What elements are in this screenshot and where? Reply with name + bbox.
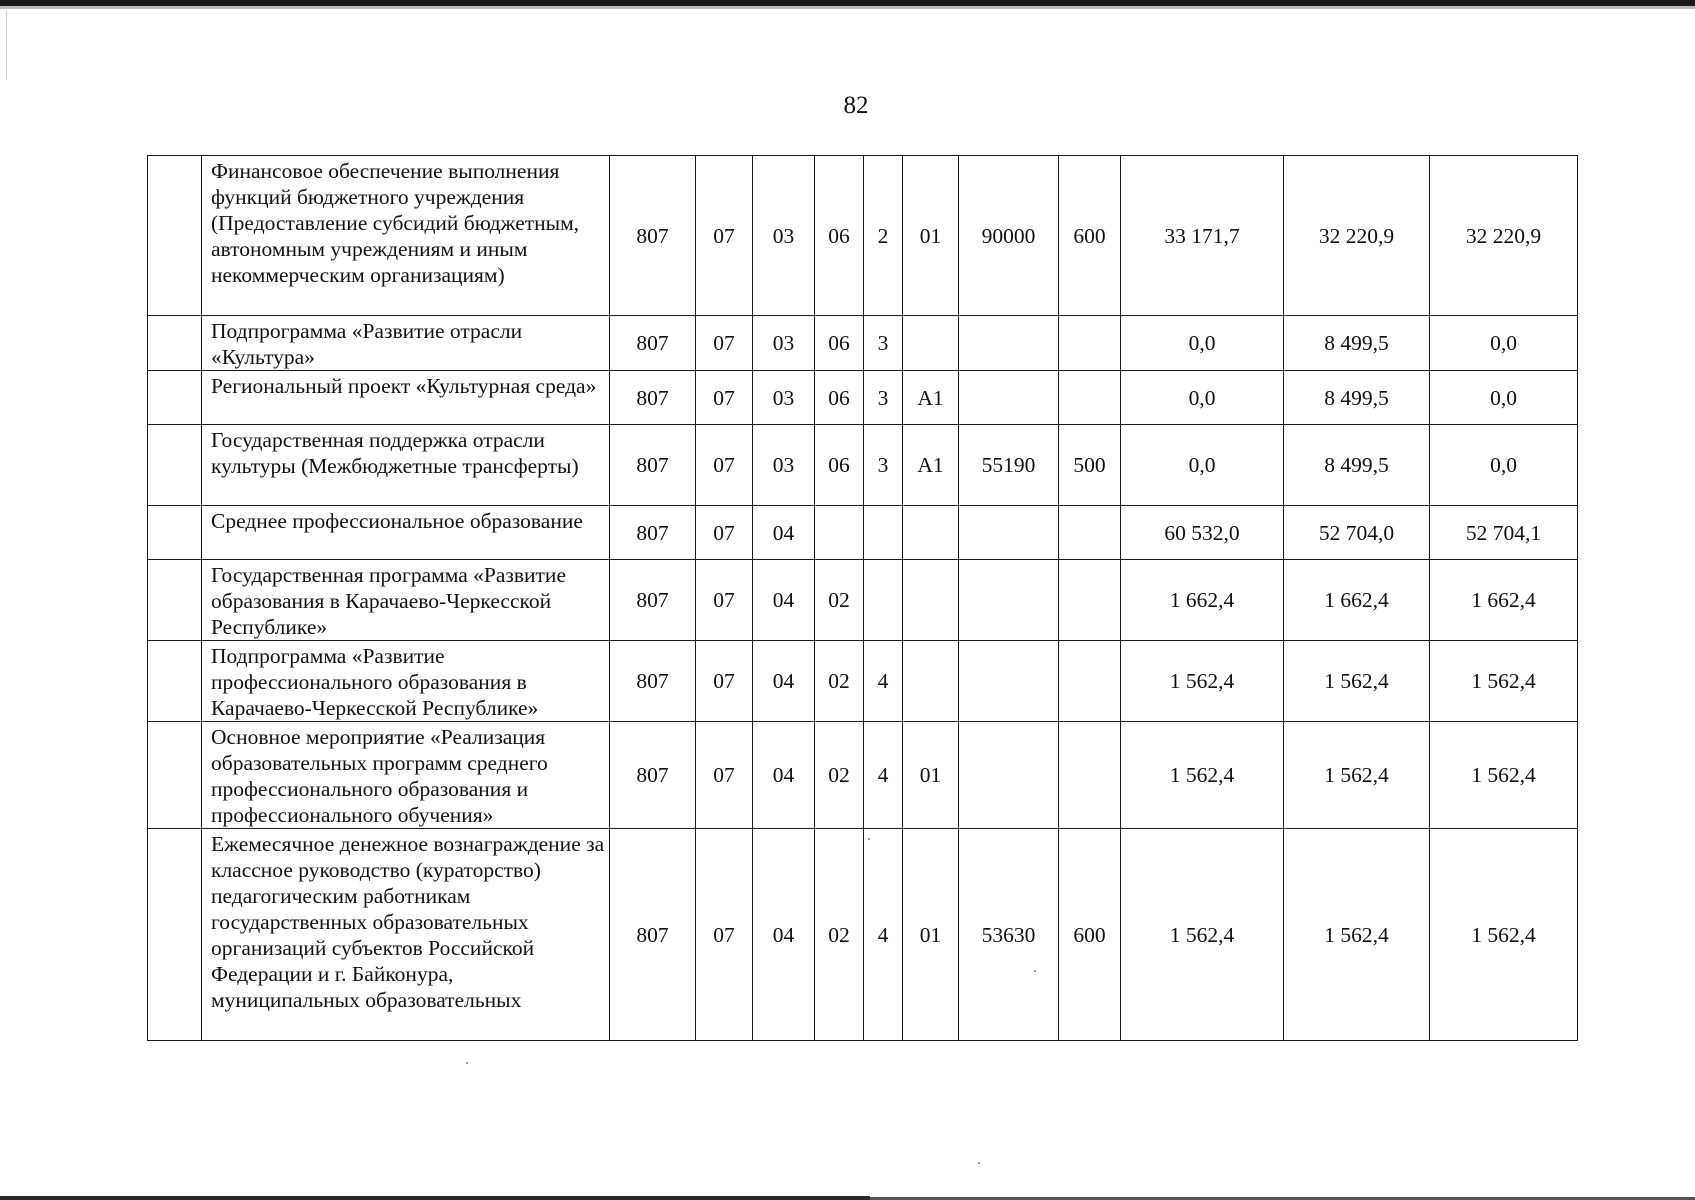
description-cell: Государственная программа «Развитие образования в Карачаево-Черкесской Республике» bbox=[202, 560, 610, 641]
event-code-cell bbox=[903, 560, 959, 641]
program-code-cell: 06 bbox=[815, 316, 864, 371]
amount-year-1-cell: 0,0 bbox=[1121, 371, 1284, 425]
subsection-code-cell: 04 bbox=[753, 641, 815, 722]
program-code-cell: 06 bbox=[815, 371, 864, 425]
event-code-cell bbox=[903, 641, 959, 722]
section-code-cell: 07 bbox=[696, 722, 753, 829]
amount-year-1-cell: 1 562,4 bbox=[1121, 641, 1284, 722]
amount-year-2-cell: 1 662,4 bbox=[1284, 560, 1430, 641]
description-cell: Основное мероприятие «Реализация образовательных программ среднего профессионального образования и профессионального обучения» bbox=[202, 722, 610, 829]
table-row bbox=[148, 371, 1578, 425]
row-number-cell bbox=[148, 641, 202, 722]
amount-year-2-cell: 8 499,5 bbox=[1284, 371, 1430, 425]
subsection-code-cell: 03 bbox=[753, 156, 815, 316]
table-row bbox=[148, 829, 1578, 1041]
section-code-cell: 07 bbox=[696, 425, 753, 506]
event-code-cell bbox=[903, 506, 959, 560]
subsection-code-cell: 04 bbox=[753, 560, 815, 641]
scan-speck bbox=[1034, 970, 1036, 972]
subprogram-code-cell: 4 bbox=[864, 722, 903, 829]
expense-type-cell: 600 bbox=[1059, 156, 1121, 316]
description-cell: Ежемесячное денежное вознаграждение за классное руководство (кураторство) педагогическим работникам государственных образовательных организаций субъектов Российской Федерации и г. Байконура, муниципальных образовательных bbox=[202, 829, 610, 1041]
subsection-code-cell: 03 bbox=[753, 371, 815, 425]
table-row bbox=[148, 156, 1578, 316]
expense-type-cell bbox=[1059, 722, 1121, 829]
subsection-code-cell: 04 bbox=[753, 829, 815, 1041]
section-code-cell: 07 bbox=[696, 316, 753, 371]
subprogram-code-cell: 4 bbox=[864, 641, 903, 722]
row-number-cell bbox=[148, 829, 202, 1041]
ministry-code-cell: 807 bbox=[610, 425, 696, 506]
amount-year-1-cell: 33 171,7 bbox=[1121, 156, 1284, 316]
program-code-cell: 02 bbox=[815, 722, 864, 829]
ministry-code-cell: 807 bbox=[610, 316, 696, 371]
subsection-code-cell: 03 bbox=[753, 425, 815, 506]
direction-code-cell: 53630 bbox=[959, 829, 1059, 1041]
amount-year-2-cell: 1 562,4 bbox=[1284, 641, 1430, 722]
row-number-cell bbox=[148, 722, 202, 829]
table-row bbox=[148, 560, 1578, 641]
event-code-cell: A1 bbox=[903, 371, 959, 425]
subprogram-code-cell: 3 bbox=[864, 316, 903, 371]
section-code-cell: 07 bbox=[696, 506, 753, 560]
direction-code-cell: 55190 bbox=[959, 425, 1059, 506]
amount-year-2-cell: 32 220,9 bbox=[1284, 156, 1430, 316]
subprogram-code-cell bbox=[864, 560, 903, 641]
row-number-cell bbox=[148, 425, 202, 506]
description-cell: Региональный проект «Культурная среда» bbox=[202, 371, 610, 425]
direction-code-cell: 90000 bbox=[959, 156, 1059, 316]
scan-left-edge bbox=[6, 10, 7, 80]
description-cell: Финансовое обеспечение выполнения функций бюджетного учреждения (Предоставление субсидий бюджетным, автономным учреждениям и иным некоммерческим организациям) bbox=[202, 156, 610, 316]
ministry-code-cell: 807 bbox=[610, 506, 696, 560]
amount-year-1-cell: 1 662,4 bbox=[1121, 560, 1284, 641]
amount-year-2-cell: 1 562,4 bbox=[1284, 829, 1430, 1041]
amount-year-3-cell: 0,0 bbox=[1430, 425, 1578, 506]
event-code-cell bbox=[903, 316, 959, 371]
amount-year-2-cell: 8 499,5 bbox=[1284, 425, 1430, 506]
expense-type-cell: 600 bbox=[1059, 829, 1121, 1041]
amount-year-2-cell: 1 562,4 bbox=[1284, 722, 1430, 829]
program-code-cell: 02 bbox=[815, 829, 864, 1041]
row-number-cell bbox=[148, 316, 202, 371]
subsection-code-cell: 04 bbox=[753, 506, 815, 560]
table-row bbox=[148, 425, 1578, 506]
ministry-code-cell: 807 bbox=[610, 371, 696, 425]
row-number-cell bbox=[148, 560, 202, 641]
direction-code-cell bbox=[959, 641, 1059, 722]
direction-code-cell bbox=[959, 506, 1059, 560]
direction-code-cell bbox=[959, 560, 1059, 641]
row-number-cell bbox=[148, 506, 202, 560]
description-cell: Среднее профессиональное образование bbox=[202, 506, 610, 560]
scan-speck bbox=[868, 838, 870, 840]
program-code-cell bbox=[815, 506, 864, 560]
amount-year-2-cell: 52 704,0 bbox=[1284, 506, 1430, 560]
amount-year-3-cell: 1 562,4 bbox=[1430, 829, 1578, 1041]
section-code-cell: 07 bbox=[696, 156, 753, 316]
description-cell: Подпрограмма «Развитие профессионального образования в Карачаево-Черкесской Республике» bbox=[202, 641, 610, 722]
amount-year-3-cell: 1 662,4 bbox=[1430, 560, 1578, 641]
row-number-cell bbox=[148, 371, 202, 425]
page-number: 82 bbox=[843, 92, 869, 119]
ministry-code-cell: 807 bbox=[610, 722, 696, 829]
description-cell: Подпрограмма «Развитие отрасли «Культура» bbox=[202, 316, 610, 371]
event-code-cell: 01 bbox=[903, 829, 959, 1041]
program-code-cell: 06 bbox=[815, 425, 864, 506]
direction-code-cell bbox=[959, 371, 1059, 425]
subprogram-code-cell: 2 bbox=[864, 156, 903, 316]
amount-year-3-cell: 52 704,1 bbox=[1430, 506, 1578, 560]
ministry-code-cell: 807 bbox=[610, 641, 696, 722]
amount-year-1-cell: 0,0 bbox=[1121, 425, 1284, 506]
subprogram-code-cell: 3 bbox=[864, 371, 903, 425]
amount-year-1-cell: 1 562,4 bbox=[1121, 722, 1284, 829]
expense-type-cell: 500 bbox=[1059, 425, 1121, 506]
table-row bbox=[148, 722, 1578, 829]
amount-year-1-cell: 60 532,0 bbox=[1121, 506, 1284, 560]
scan-speck bbox=[978, 1162, 980, 1164]
expense-type-cell bbox=[1059, 641, 1121, 722]
expense-type-cell bbox=[1059, 506, 1121, 560]
expense-type-cell bbox=[1059, 316, 1121, 371]
amount-year-3-cell: 0,0 bbox=[1430, 371, 1578, 425]
subprogram-code-cell: 3 bbox=[864, 425, 903, 506]
subsection-code-cell: 03 bbox=[753, 316, 815, 371]
section-code-cell: 07 bbox=[696, 560, 753, 641]
amount-year-2-cell: 8 499,5 bbox=[1284, 316, 1430, 371]
program-code-cell: 02 bbox=[815, 560, 864, 641]
ministry-code-cell: 807 bbox=[610, 560, 696, 641]
scan-speck bbox=[466, 1062, 468, 1064]
section-code-cell: 07 bbox=[696, 829, 753, 1041]
direction-code-cell bbox=[959, 722, 1059, 829]
program-code-cell: 06 bbox=[815, 156, 864, 316]
event-code-cell: 01 bbox=[903, 156, 959, 316]
description-cell: Государственная поддержка отрасли культуры (Межбюджетные трансферты) bbox=[202, 425, 610, 506]
ministry-code-cell: 807 bbox=[610, 156, 696, 316]
program-code-cell: 02 bbox=[815, 641, 864, 722]
direction-code-cell bbox=[959, 316, 1059, 371]
table-row bbox=[148, 641, 1578, 722]
scan-top-shadow bbox=[0, 6, 1695, 9]
event-code-cell: A1 bbox=[903, 425, 959, 506]
section-code-cell: 07 bbox=[696, 371, 753, 425]
section-code-cell: 07 bbox=[696, 641, 753, 722]
amount-year-3-cell: 32 220,9 bbox=[1430, 156, 1578, 316]
ministry-code-cell: 807 bbox=[610, 829, 696, 1041]
scan-bottom-edge bbox=[0, 1196, 870, 1200]
amount-year-1-cell: 0,0 bbox=[1121, 316, 1284, 371]
table-row bbox=[148, 316, 1578, 371]
subprogram-code-cell bbox=[864, 506, 903, 560]
amount-year-3-cell: 1 562,4 bbox=[1430, 641, 1578, 722]
amount-year-1-cell: 1 562,4 bbox=[1121, 829, 1284, 1041]
expense-type-cell bbox=[1059, 371, 1121, 425]
row-number-cell bbox=[148, 156, 202, 316]
budget-table bbox=[147, 155, 1578, 1041]
expense-type-cell bbox=[1059, 560, 1121, 641]
amount-year-3-cell: 1 562,4 bbox=[1430, 722, 1578, 829]
subprogram-code-cell: 4 bbox=[864, 829, 903, 1041]
event-code-cell: 01 bbox=[903, 722, 959, 829]
amount-year-3-cell: 0,0 bbox=[1430, 316, 1578, 371]
table-row bbox=[148, 506, 1578, 560]
subsection-code-cell: 04 bbox=[753, 722, 815, 829]
